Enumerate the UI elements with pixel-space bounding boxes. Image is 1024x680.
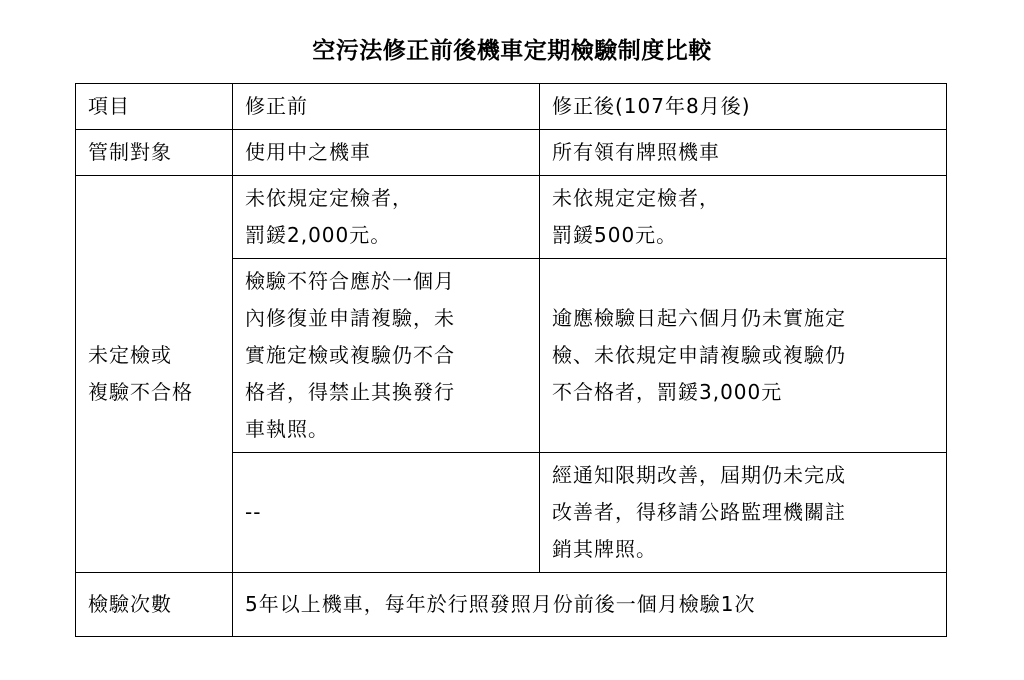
table-row-frequency xyxy=(76,573,947,637)
fine-after-text: 未依規定定檢者， 罰鍰500元。 xyxy=(552,186,720,247)
noncompliance-label xyxy=(76,176,233,573)
fine-after xyxy=(540,176,947,259)
repair-after xyxy=(540,259,947,453)
comparison-table xyxy=(75,83,947,637)
repair-after-text: 逾應檢驗日起六個月仍未實施定 檢、未依規定申請複驗或複驗仍 不合格者，罰鍰3,000元 xyxy=(552,306,846,404)
notice-after-text: 經通知限期改善，屆期仍未完成 改善者，得移請公路監理機關註 銷其牌照。 xyxy=(552,463,846,561)
fine-before xyxy=(233,176,540,259)
page-title: 空污法修正前後機車定期檢驗制度比較 xyxy=(312,38,712,64)
table-row-target xyxy=(76,130,947,176)
header-item: 項目 xyxy=(76,84,233,130)
table-row-fine xyxy=(76,176,947,259)
target-after: 所有領有牌照機車 xyxy=(540,130,947,176)
noncompliance-label-text: 未定檢或 複驗不合格 xyxy=(88,343,193,404)
fine-before-text: 未依規定定檢者， 罰鍰2,000元。 xyxy=(245,186,413,247)
frequency-label: 檢驗次數 xyxy=(76,573,233,637)
notice-before-text: -- xyxy=(245,500,262,524)
table-header-row xyxy=(76,84,947,130)
repair-before xyxy=(233,259,540,453)
header-before: 修正前 xyxy=(233,84,540,130)
header-after: 修正後(107年8月後) xyxy=(540,84,947,130)
frequency-value: 5年以上機車，每年於行照發照月份前後一個月檢驗1次 xyxy=(233,573,947,637)
repair-before-text: 檢驗不符合應於一個月 內修復並申請複驗，未 實施定檢或複驗仍不合 格者，得禁止其換發行 車執照。 xyxy=(245,269,455,441)
notice-after xyxy=(540,453,947,573)
target-before: 使用中之機車 xyxy=(233,130,540,176)
notice-before xyxy=(233,453,540,573)
target-label: 管制對象 xyxy=(76,130,233,176)
